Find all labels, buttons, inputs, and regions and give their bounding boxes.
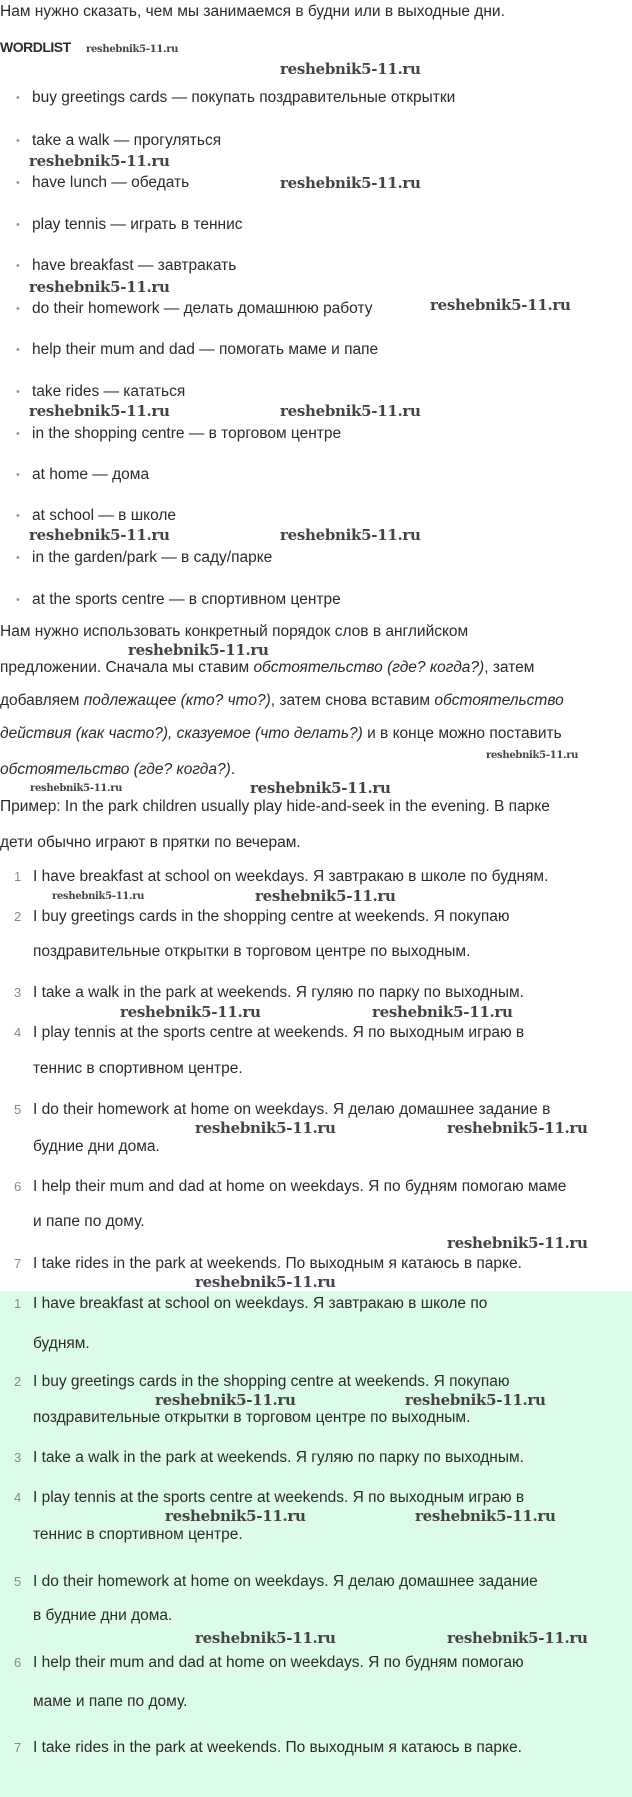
answer-line: I do their homework at home on weekdays. Я делаю домашнее задание в (33, 1101, 551, 1118)
text: , затем (484, 659, 535, 676)
answer-line: I have breakfast at school on weekdays. Я завтракаю в школе по будням. (33, 868, 549, 885)
emphasis: обстоятельство (434, 692, 564, 709)
watermark: reshebnik5-11.ru (52, 891, 145, 902)
text: и в конце можно поставить (362, 725, 562, 742)
answer-line: I take a walk in the park at weekends. Я гуляю по парку по выходным. (33, 1449, 524, 1466)
text: добавляем (0, 692, 84, 709)
answer-line: маме и папе по дому. (33, 1693, 188, 1710)
list-item: • do their homework — делать домашнюю работу (32, 299, 373, 319)
text: , затем снова вставим (270, 692, 435, 709)
watermark: reshebnik5-11.ru (447, 1629, 588, 1647)
item-number: 2 (14, 909, 22, 924)
answer-line: I have breakfast at school on weekdays. Я завтракаю в школе по (33, 1295, 488, 1312)
item-number: 6 (14, 1179, 22, 1194)
item-number: 7 (14, 1256, 22, 1271)
list-item: • have lunch — обедать (32, 173, 189, 193)
answer-line: и папе по дому. (33, 1213, 145, 1230)
watermark: reshebnik5-11.ru (255, 887, 396, 905)
answer-line: I do their homework at home on weekdays. Я делаю домашнее задание (33, 1573, 538, 1590)
list-item: • at home — дома (32, 465, 149, 485)
intro-text: Нам нужно сказать, чем мы занимаемся в будни или в выходные дни. (0, 3, 505, 20)
watermark: reshebnik5-11.ru (30, 783, 123, 794)
rule-line (0, 724, 562, 744)
text: . (230, 761, 236, 778)
watermark: reshebnik5-11.ru (128, 641, 269, 659)
answer-line: I buy greetings cards in the shopping centre at weekends. Я покупаю (33, 1373, 510, 1390)
emphasis: обстоятельство (где? когда?) (0, 761, 231, 778)
emphasis: подлежащее (кто? что?) (83, 692, 271, 709)
list-item: • in the garden/park — в саду/парке (32, 548, 272, 568)
answer-line: теннис в спортивном центре. (33, 1060, 243, 1077)
list-item: • play tennis — играть в теннис (32, 215, 243, 235)
watermark: reshebnik5-11.ru (486, 750, 579, 761)
answer-line: I help their mum and dad at home on weekdays. Я по будням помогаю (33, 1654, 524, 1671)
list-item: • in the shopping centre — в торговом центре (32, 424, 341, 444)
item-number: 3 (14, 985, 22, 1000)
watermark: reshebnik5-11.ru (195, 1273, 336, 1291)
item-number: 2 (14, 1374, 22, 1389)
answer-line: I take rides in the park at weekends. По выходным я катаюсь в парке. (33, 1255, 522, 1272)
watermark: reshebnik5-11.ru (195, 1629, 336, 1647)
item-number: 1 (14, 1296, 22, 1311)
list-item: • at the sports centre — в спортивном центре (32, 590, 341, 610)
watermark: reshebnik5-11.ru (165, 1507, 306, 1525)
answer-line: теннис в спортивном центре. (33, 1526, 243, 1543)
rule-line (0, 760, 235, 780)
rule-line (0, 658, 534, 678)
emphasis: обстоятельство (где? когда?) (253, 659, 485, 676)
watermark: reshebnik5-11.ru (29, 402, 170, 420)
watermark: reshebnik5-11.ru (195, 1119, 336, 1137)
watermark: reshebnik5-11.ru (155, 1391, 296, 1409)
item-number: 7 (14, 1740, 22, 1755)
item-number: 3 (14, 1450, 22, 1465)
rule-line: Нам нужно использовать конкретный порядок слов в английском (0, 623, 469, 640)
answer-line: I take a walk in the park at weekends. Я гуляю по парку по выходным. (33, 984, 524, 1001)
watermark: reshebnik5-11.ru (86, 44, 179, 55)
watermark: reshebnik5-11.ru (447, 1119, 588, 1137)
wordlist-title: WORDLIST (0, 39, 71, 55)
watermark: reshebnik5-11.ru (280, 402, 421, 420)
list-item: • help their mum and dad — помогать маме и папе (32, 340, 378, 360)
item-number: 5 (14, 1102, 22, 1117)
rule-line (0, 691, 564, 711)
watermark: reshebnik5-11.ru (415, 1507, 556, 1525)
watermark: reshebnik5-11.ru (405, 1391, 546, 1409)
answer-line: будням. (33, 1335, 90, 1352)
example-line: Пример: In the park children usually play hide-and-seek in the evening. В парке (0, 798, 550, 815)
answer-line: поздравительные открытки в торговом центре по выходным. (33, 1409, 471, 1426)
item-number: 4 (14, 1025, 22, 1040)
watermark: reshebnik5-11.ru (280, 174, 421, 192)
answer-line: I help their mum and dad at home on weekdays. Я по будням помогаю маме (33, 1178, 567, 1195)
answer-line: I buy greetings cards in the shopping centre at weekends. Я покупаю (33, 908, 510, 925)
item-number: 4 (14, 1490, 22, 1505)
item-number: 1 (14, 869, 22, 884)
answer-line: I play tennis at the sports centre at weekends. Я по выходным играю в (33, 1024, 525, 1041)
watermark: reshebnik5-11.ru (29, 526, 170, 544)
watermark: reshebnik5-11.ru (430, 296, 571, 314)
watermark: reshebnik5-11.ru (29, 152, 170, 170)
watermark: reshebnik5-11.ru (120, 1003, 261, 1021)
watermark: reshebnik5-11.ru (280, 526, 421, 544)
watermark: reshebnik5-11.ru (250, 779, 391, 797)
list-item: • at school — в школе (32, 506, 176, 526)
list-item: • buy greetings cards — покупать поздравительные открытки (32, 88, 455, 108)
watermark: reshebnik5-11.ru (372, 1003, 513, 1021)
answer-line: в будние дни дома. (33, 1607, 173, 1624)
text: предложении. Сначала мы ставим (0, 659, 254, 676)
item-number: 5 (14, 1574, 22, 1589)
answer-line: I play tennis at the sports centre at weekends. Я по выходным играю в (33, 1489, 525, 1506)
emphasis: действия (как часто?), сказуемое (что делать?) (0, 725, 363, 742)
answer-line: будние дни дома. (33, 1138, 160, 1155)
watermark: reshebnik5-11.ru (447, 1234, 588, 1252)
example-line: дети обычно играют в прятки по вечерам. (0, 834, 301, 851)
list-item: • take a walk — прогуляться (32, 131, 221, 151)
answer-line: поздравительные открытки в торговом центре по выходным. (33, 943, 471, 960)
list-item: • have breakfast — завтракать (32, 256, 236, 276)
item-number: 6 (14, 1655, 22, 1670)
answer-line: I take rides in the park at weekends. По выходным я катаюсь в парке. (33, 1739, 522, 1756)
list-item: • take rides — кататься (32, 382, 185, 402)
watermark: reshebnik5-11.ru (280, 60, 421, 78)
watermark: reshebnik5-11.ru (29, 278, 170, 296)
